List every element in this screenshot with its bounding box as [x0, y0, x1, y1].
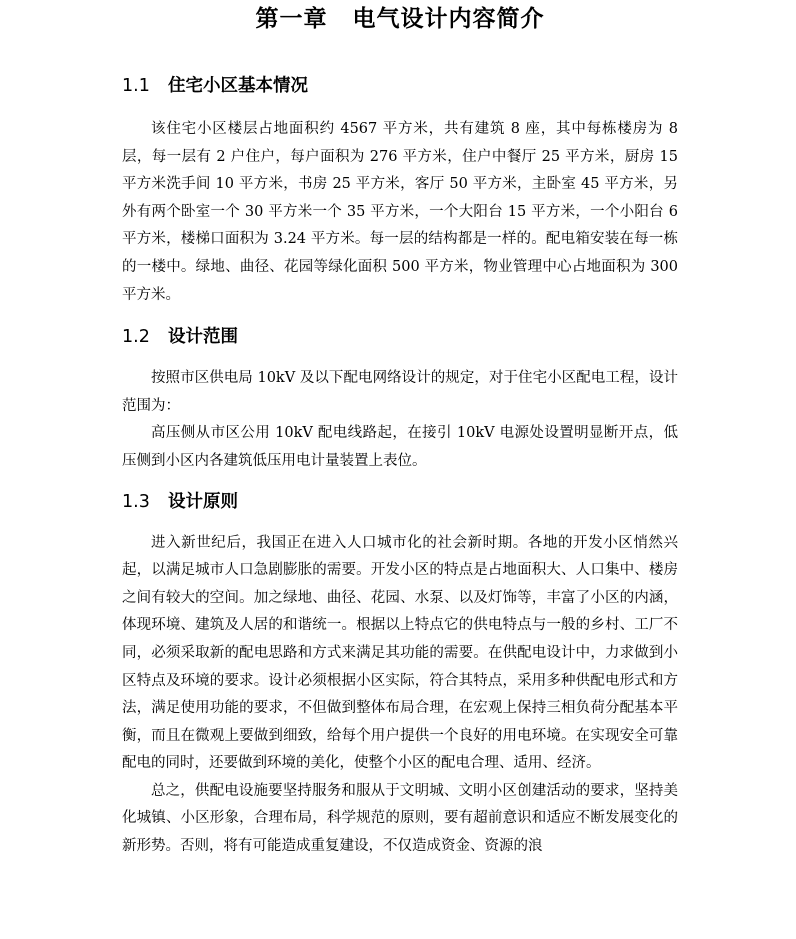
section-title: 设计原则 — [168, 491, 238, 512]
section-1-3 — [122, 490, 678, 861]
section-1-2 — [122, 325, 678, 475]
section-heading — [122, 74, 678, 98]
paragraph: 高压侧从市区公用 10kV 配电线路起，在接引 10kV 电源处设置明显断开点，低压侧到小区内各建筑低压用电计量装置上表位。 — [122, 425, 678, 469]
section-number: 1.1 — [122, 76, 150, 96]
paragraph: 总之，供配电设施要坚持服务和服从于文明城、文明小区创建活动的要求，坚持美化城镇、小区形象，合理布局，科学规范的原则，要有超前意识和适应不断发展变化的新形势。否则，将有可能造成重复建设，不仅造成资金、资源的浪 — [122, 782, 678, 855]
section-number: 1.2 — [122, 327, 150, 348]
paragraph: 按照市区供电局 10kV 及以下配电网络设计的规定，对于住宅小区配电工程，设计范围为： — [122, 370, 678, 414]
paragraph: 该住宅小区楼层占地面积约 4567 平方米，共有建筑 8 座，其中每栋楼房为 8 层，每一层有 2 户住户，每户面积为 276 平方米，住户中餐厅 25 平方米，厨房 15 平方米洗手间 10 平方米，书房 25 平方米，客厅 50 平方米，主卧室 45 平方米，另外有两个卧室一个 30 平方米一个 35 平方米，一个大阳台 15 平方米，一个小阳台 6 平方米，楼梯口面积为 3.24 平方米。每一层的结构都是一样的。配电箱安装在每一栋的一楼中。绿地、曲径、花园等绿化面积 500 平方米，物业管理中心占地面积为 300 平方米。 — [122, 121, 678, 303]
section-heading — [122, 490, 678, 514]
section-title: 设计范围 — [168, 327, 238, 348]
section-number: 1.3 — [122, 491, 150, 512]
section-heading — [122, 325, 678, 349]
chapter-title: 第一章 电气设计内容简介 — [255, 6, 545, 32]
section-title: 住宅小区基本情况 — [168, 76, 308, 96]
paragraph: 进入新世纪后，我国正在进入人口城市化的社会新时期。各地的开发小区悄然兴起，以满足城市人口急剧膨胀的需要。开发小区的特点是占地面积大、人口集中、楼房之间有较大的空间。加之绿地、曲径、花园、水泵、以及灯饰等，丰富了小区的内涵，体现环境、建筑及人居的和谐统一。根据以上特点它的供电特点与一般的乡村、工厂不同，必须采取新的配电思路和方式来满足其功能的需要。在供配电设计中，力求做到小区特点及环境的要求。设计必须根据小区实际，符合其特点，采用多种供配电形式和方法，满足使用功能的要求，不但做到整体布局合理，在宏观上保持三相负荷分配基本平衡，而且在微观上要做到细致，给每个用户提供一个良好的用电环境。在实现安全可靠配电的同时，还要做到环境的美化，使整个小区的配电合理、适用、经济。 — [122, 534, 678, 772]
section-1-1 — [122, 74, 678, 309]
